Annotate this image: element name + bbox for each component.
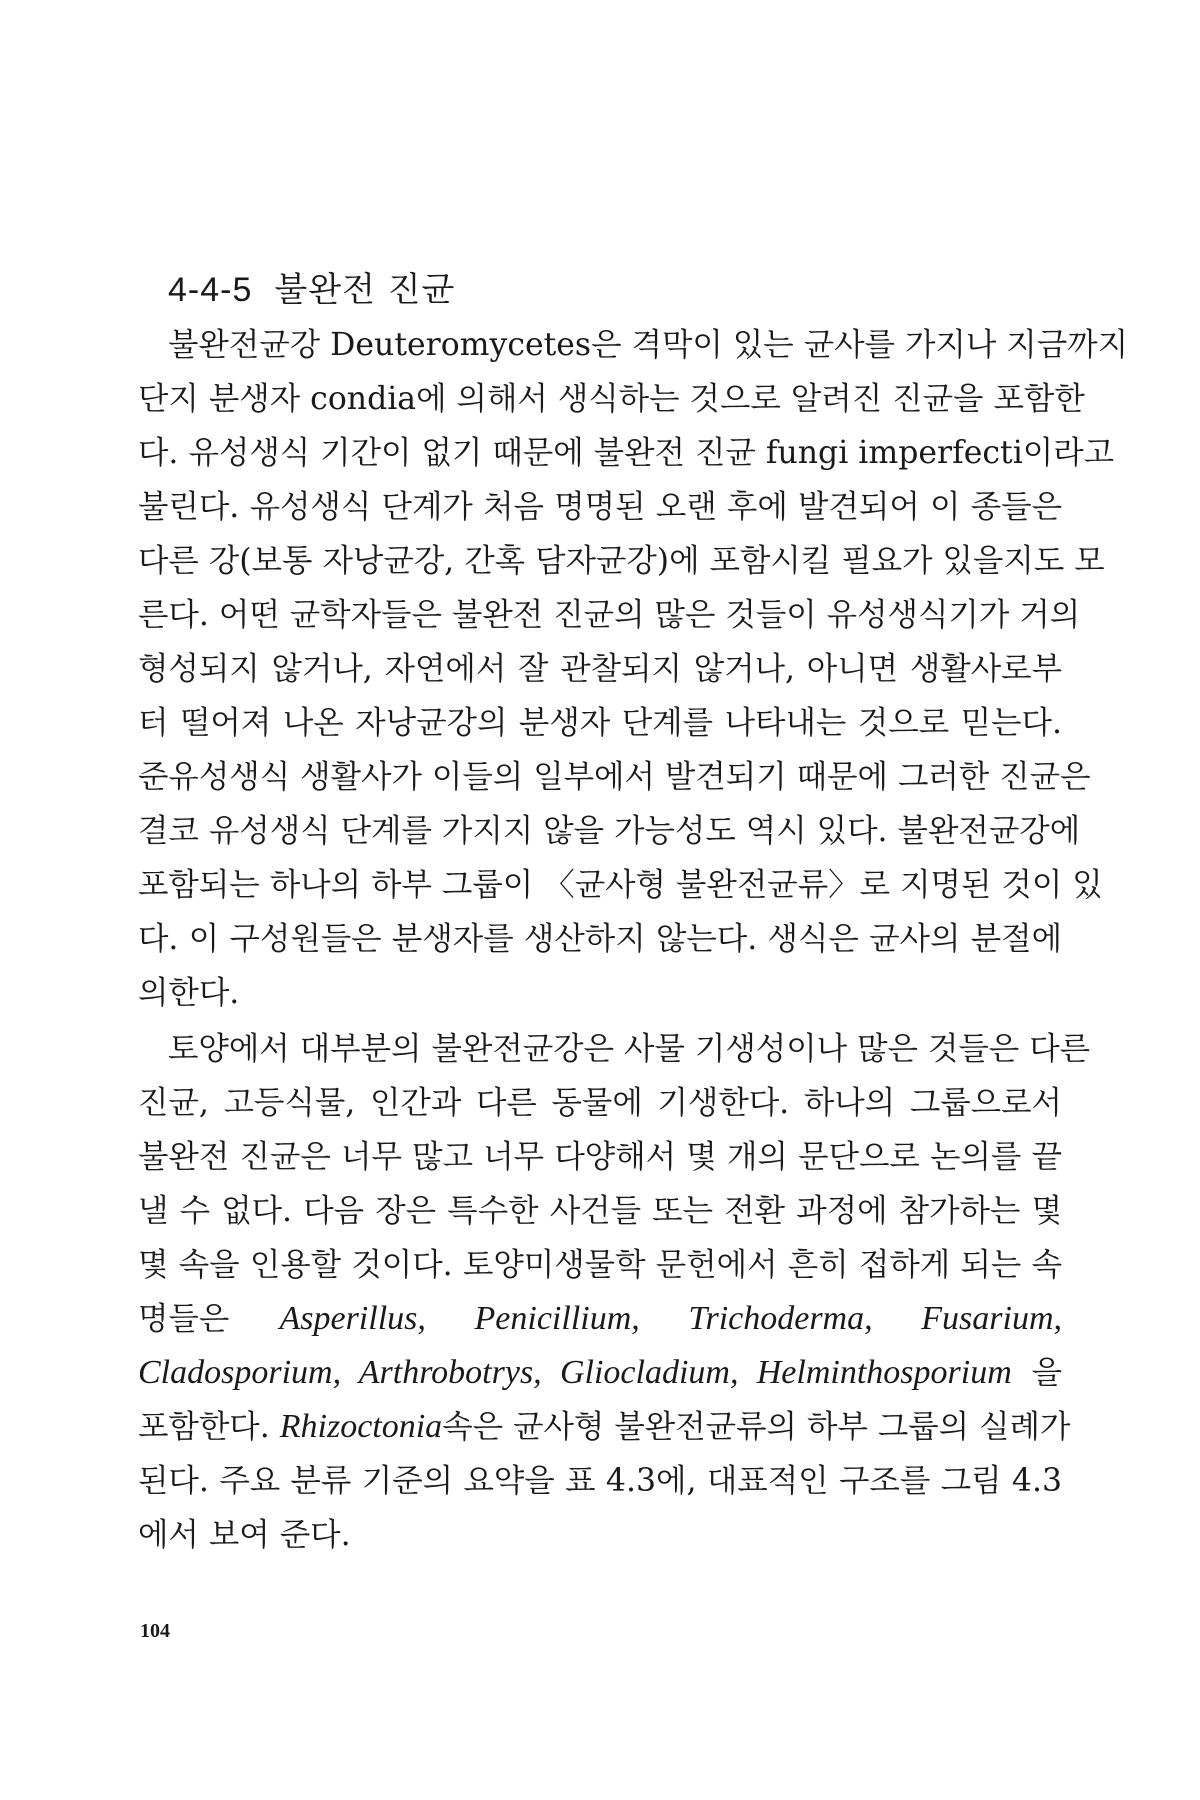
paragraph-1-line: 다른 강(보통 자낭균강, 간혹 담자균강)에 포함시킬 필요가 있을지도 모: [138, 543, 1105, 579]
paragraph-1-line: 포함되는 하나의 하부 그룹이 〈균사형 불완전균류〉로 지명된 것이 있: [138, 867, 1103, 903]
paragraph-2-line: [138, 1346, 1062, 1400]
paragraph-2-line: 에서 보여 준다.: [138, 1517, 351, 1553]
paragraph-2-line: [138, 1400, 1071, 1454]
paragraph-1-line: 불완전균강 Deuteromycetes은 격막이 있는 균사를 가지나 지금까지: [168, 327, 1129, 363]
genus-intro-text: 명들은: [138, 1301, 230, 1337]
paragraph-1-line: 터 떨어져 나온 자낭균강의 분생자 단계를 나타내는 것으로 믿는다.: [138, 705, 1062, 741]
section-number: 4-4-5: [168, 271, 253, 309]
genus-names-italic: Cladosporium, Arthrobotrys, Gliocladium, Helminthosporium: [138, 1354, 1012, 1391]
includes-text: 포함한다.: [138, 1409, 270, 1445]
paragraph-2-line: 불완전 진균은 너무 많고 너무 다양해서 몇 개의 문단으로 논의를 끝: [138, 1139, 1062, 1175]
genus-names-italic: Asperillus, Penicillium, Trichoderma, Fusarium,: [279, 1300, 1063, 1337]
paragraph-2-line: 낼 수 없다. 다음 장은 특수한 사건들 또는 전환 과정에 참가하는 몇: [138, 1193, 1062, 1229]
subgroup-text: 속은 균사형 불완전균류의 하부 그룹의 실례가: [442, 1409, 1071, 1445]
paragraph-1-line: 결코 유성생식 단계를 가지지 않을 가능성도 역시 있다. 불완전균강에: [138, 813, 1081, 849]
paragraph-1-line: 의한다.: [138, 975, 240, 1011]
section-heading: [168, 262, 455, 311]
section-title: 불완전 진균: [274, 270, 456, 310]
rhizoctonia-italic: Rhizoctonia: [279, 1408, 443, 1445]
paragraph-1-line: 른다. 어떤 균학자들은 불완전 진균의 많은 것들이 유성생식기가 거의: [138, 597, 1081, 633]
paragraph-1-line: 형성되지 않거나, 자연에서 잘 관찰되지 않거나, 아니면 생활사로부: [138, 651, 1062, 687]
paragraph-2-line: [138, 1292, 1062, 1346]
paragraph-1-line: 다. 유성생식 기간이 없기 때문에 불완전 진균 fungi imperfecti이라고: [138, 435, 1115, 471]
paragraph-2-line: 된다. 주요 분류 기준의 요약을 표 4.3에, 대표적인 구조를 그림 4.3: [138, 1463, 1062, 1499]
particle-text: 을: [1031, 1355, 1063, 1391]
paragraph-1-line: 단지 분생자 condia에 의해서 생식하는 것으로 알려진 진균을 포함한: [138, 381, 1085, 417]
paragraph-1-line: 불린다. 유성생식 단계가 처음 명명된 오랜 후에 발견되어 이 종들은: [138, 489, 1062, 525]
paragraph-2-line: 진균, 고등식물, 인간과 다른 동물에 기생한다. 하나의 그룹으로서: [138, 1085, 1062, 1121]
paragraph-2-line: 토양에서 대부분의 불완전균강은 사물 기생성이나 많은 것들은 다른: [168, 1031, 1091, 1067]
paragraph-1-line: 준유성생식 생활사가 이들의 일부에서 발견되기 때문에 그러한 진균은: [138, 759, 1091, 795]
paragraph-2-line: 몇 속을 인용할 것이다. 토양미생물학 문헌에서 흔히 접하게 되는 속: [138, 1247, 1062, 1283]
paragraph-1-line: 다. 이 구성원들은 분생자를 생산하지 않는다. 생식은 균사의 분절에: [138, 921, 1062, 957]
page-number: 104: [140, 1620, 170, 1642]
